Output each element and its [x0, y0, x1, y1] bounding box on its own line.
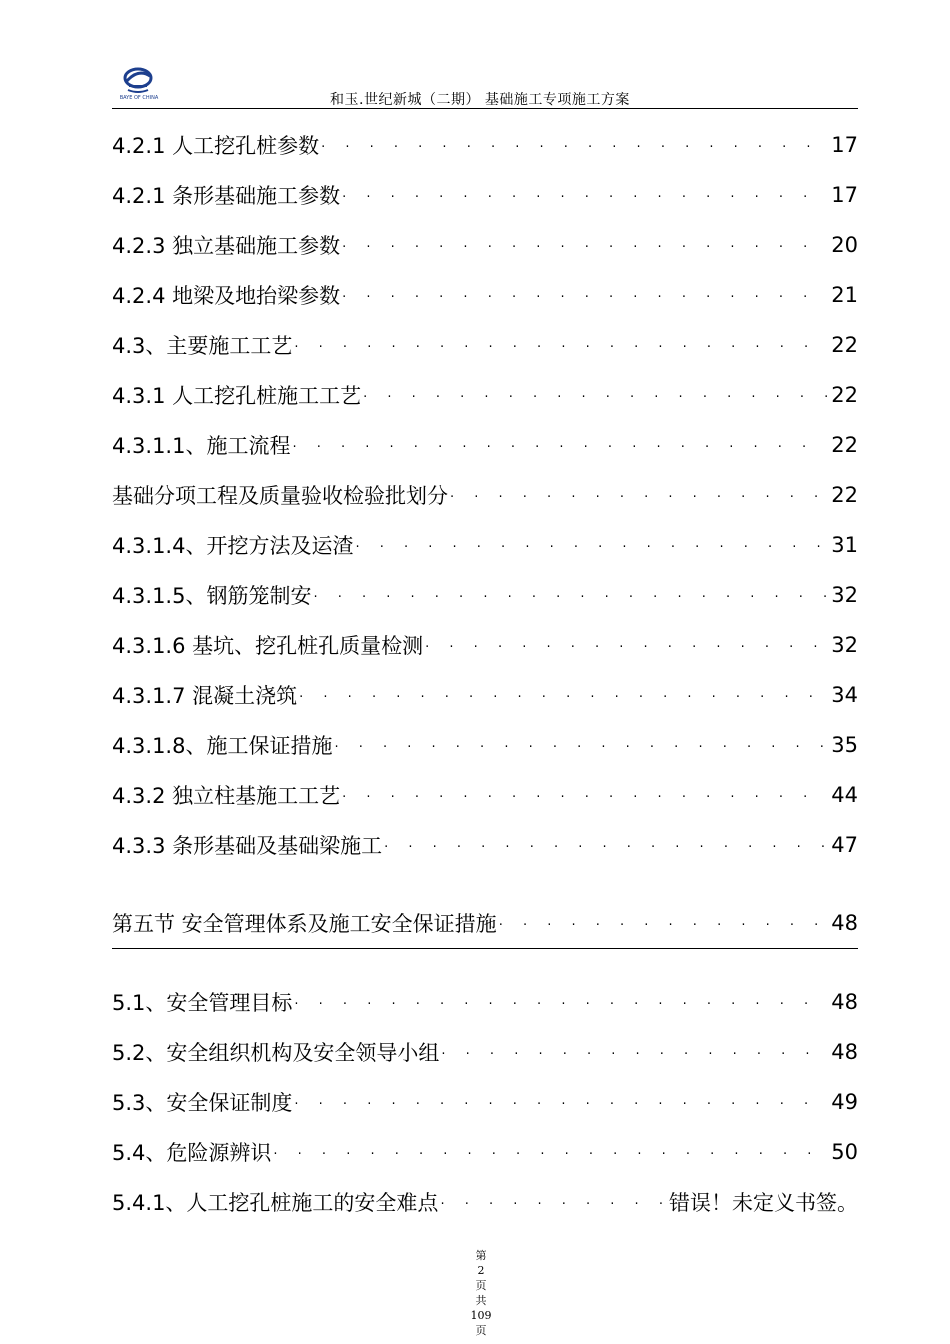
toc-entry-page: 21	[831, 283, 858, 307]
toc-entry[interactable]	[112, 170, 858, 220]
toc-entry-label: 第五节 安全管理体系及施工安全保证措施	[112, 912, 497, 936]
toc-entry[interactable]	[112, 1077, 858, 1127]
toc-entry-page: 22	[831, 383, 858, 407]
toc-entry[interactable]	[112, 220, 858, 270]
toc-entry-label: 4.3.1 人工挖孔桩施工工艺	[112, 384, 362, 408]
toc-entry-page: 22	[831, 483, 858, 507]
toc-entry-page: 35	[831, 733, 858, 757]
toc-entry-label: 5.4.1、人工挖孔桩施工的安全难点	[112, 1191, 439, 1215]
footer-line: 共	[475, 1294, 487, 1307]
toc-entry-page: 48	[831, 990, 858, 1014]
toc-leader-dots	[342, 791, 827, 804]
toc-entry[interactable]	[112, 320, 858, 370]
toc-entry-page: 17	[831, 133, 858, 157]
toc-entry-label: 4.2.1 条形基础施工参数	[112, 184, 341, 208]
toc-entry-page: 44	[831, 783, 858, 807]
toc-leader-dots	[441, 1048, 827, 1061]
logo-caption: BAYE OF CHINA	[119, 95, 159, 101]
toc-entry-label: 基础分项工程及质量验收检验批划分	[112, 484, 448, 508]
toc-entry[interactable]	[112, 720, 858, 770]
toc-section-heading[interactable]	[112, 898, 858, 949]
footer-line: 2	[477, 1264, 485, 1277]
toc-entry-label: 5.4、危险源辨识	[112, 1141, 272, 1165]
toc-entry-page: 22	[831, 333, 858, 357]
toc-leader-dots	[294, 341, 827, 354]
toc-entry[interactable]	[112, 120, 858, 170]
toc-leader-dots	[384, 841, 827, 854]
toc-leader-dots	[363, 391, 827, 404]
toc-entry-label: 4.3.1.1、施工流程	[112, 434, 291, 458]
toc-entry-page: 31	[831, 533, 858, 557]
toc-entry-page: 22	[831, 433, 858, 457]
toc-leader-dots	[342, 241, 827, 254]
toc-entry-label: 5.2、安全组织机构及安全领导小组	[112, 1041, 440, 1065]
toc-entry-label: 5.3、安全保证制度	[112, 1091, 293, 1115]
toc-entry[interactable]	[112, 1177, 858, 1227]
toc-entry-page: 32	[831, 633, 858, 657]
toc-leader-dots	[342, 191, 827, 204]
toc-entry-page: 48	[831, 911, 858, 935]
toc-entry-page: 49	[831, 1090, 858, 1114]
toc-entry[interactable]	[112, 820, 858, 870]
toc-entry[interactable]	[112, 977, 858, 1027]
toc-entry-label: 4.3.1.5、钢筋笼制安	[112, 584, 312, 608]
toc-entry-label: 4.3.1.8、施工保证措施	[112, 734, 333, 758]
toc-entry[interactable]	[112, 470, 858, 520]
toc-leader-dots	[321, 141, 827, 154]
toc-leader-dots	[299, 691, 827, 704]
toc-entry[interactable]	[112, 770, 858, 820]
footer-line: 页	[475, 1324, 487, 1337]
toc-leader-dots	[450, 491, 827, 504]
toc-entry[interactable]	[112, 270, 858, 320]
toc-entry-label: 4.3.1.4、开挖方法及运渣	[112, 534, 354, 558]
toc-leader-dots	[425, 641, 827, 654]
toc-leader-dots	[342, 291, 827, 304]
toc-entry-label: 5.1、安全管理目标	[112, 991, 293, 1015]
toc-leader-dots	[440, 1198, 665, 1211]
table-of-contents	[112, 120, 858, 1227]
toc-entry[interactable]	[112, 1127, 858, 1177]
toc-leader-dots	[273, 1148, 827, 1161]
document-title: 和玉.世纪新城（二期） 基础施工专项施工方案	[330, 92, 630, 108]
toc-entry-label: 4.3.1.7 混凝土浇筑	[112, 684, 298, 708]
toc-entry[interactable]	[112, 620, 858, 670]
toc-entry[interactable]	[112, 670, 858, 720]
toc-leader-dots	[499, 919, 828, 932]
toc-entry-label: 4.3.2 独立柱基施工工艺	[112, 784, 341, 808]
toc-entry-label: 4.3.3 条形基础及基础梁施工	[112, 834, 383, 858]
toc-entry-page: 34	[831, 683, 858, 707]
page-header	[112, 62, 858, 109]
toc-entry-page: 17	[831, 183, 858, 207]
toc-leader-dots	[292, 441, 827, 454]
toc-entry-page: 错误！未定义书签。	[669, 1191, 858, 1215]
toc-entry-page: 20	[831, 233, 858, 257]
toc-entry-page: 47	[831, 833, 858, 857]
footer-line: 页	[475, 1279, 487, 1292]
footer-line: 第	[475, 1249, 487, 1262]
toc-leader-dots	[355, 541, 827, 554]
toc-entry[interactable]	[112, 570, 858, 620]
footer-line: 109	[470, 1309, 492, 1322]
toc-entry[interactable]	[112, 420, 858, 470]
toc-entry-page: 32	[831, 583, 858, 607]
logo-emblem-icon	[120, 64, 156, 96]
toc-entry-label: 4.3、主要施工工艺	[112, 334, 293, 358]
toc-entry-label: 4.2.3 独立基础施工参数	[112, 234, 341, 258]
page-number-footer	[466, 1248, 496, 1338]
toc-entry-label: 4.2.4 地梁及地抬梁参数	[112, 284, 341, 308]
toc-entry-label: 4.3.1.6 基坑、挖孔桩孔质量检测	[112, 634, 424, 658]
toc-entry[interactable]	[112, 370, 858, 420]
toc-leader-dots	[294, 998, 827, 1011]
toc-entry-page: 50	[831, 1140, 858, 1164]
toc-leader-dots	[294, 1098, 827, 1111]
toc-leader-dots	[313, 591, 827, 604]
toc-entry-label: 4.2.1 人工挖孔桩参数	[112, 134, 320, 158]
toc-leader-dots	[334, 741, 827, 754]
toc-entry[interactable]	[112, 1027, 858, 1077]
toc-entry[interactable]	[112, 520, 858, 570]
toc-entry-page: 48	[831, 1040, 858, 1064]
